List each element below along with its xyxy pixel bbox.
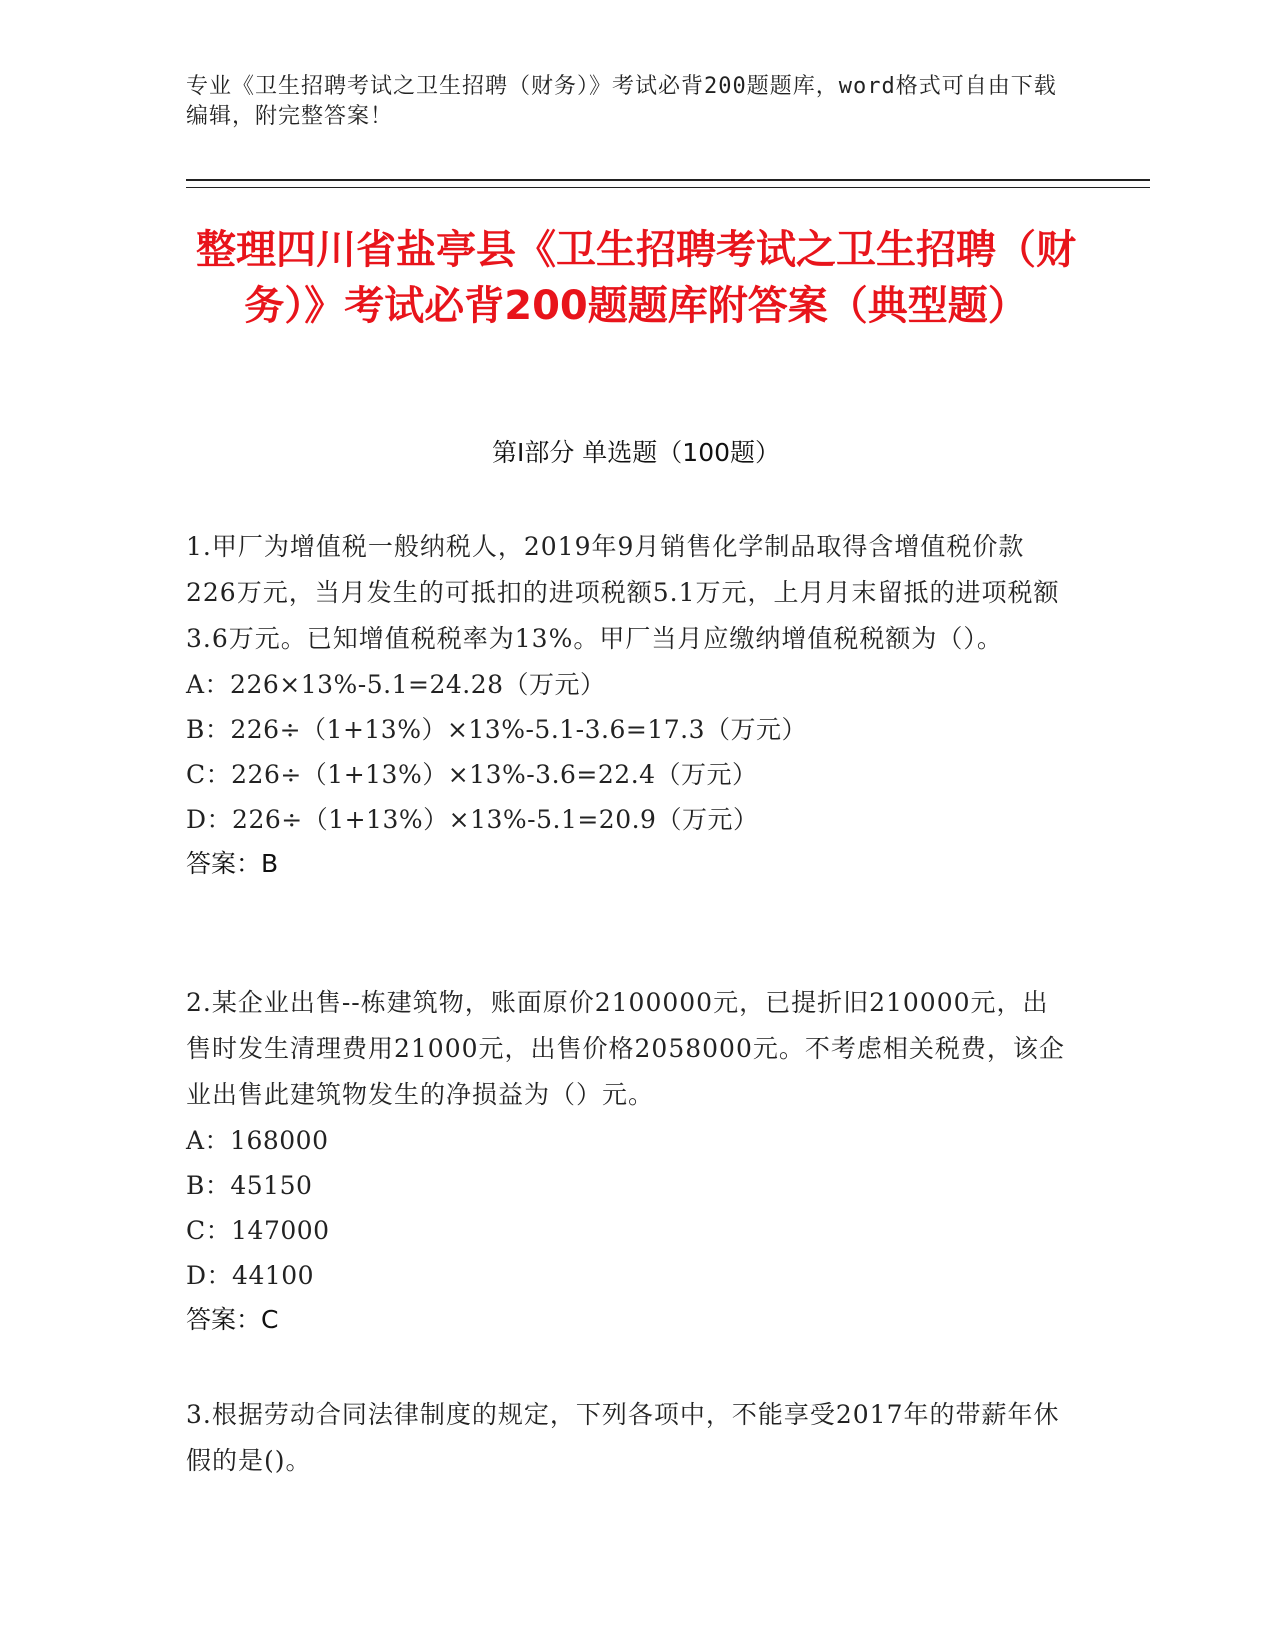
section-heading: 第Ⅰ部分 单选题（100题）	[491, 438, 781, 467]
answer: 答案：B	[186, 849, 279, 878]
option-c: C：147000	[186, 1216, 330, 1245]
question-1	[186, 524, 1066, 886]
option-c: C：226÷（1+13%）×13%-3.6=22.4（万元）	[186, 760, 758, 789]
option-d: D：44100	[186, 1261, 315, 1290]
document-title: 整理四川省盐亭县《卫生招聘考试之卫生招聘（财务）》考试必背200题题库附答案（典型题）	[196, 227, 1076, 329]
header-divider-thin	[186, 187, 1150, 188]
question-stem: 3.根据劳动合同法律制度的规定，下列各项中，不能享受2017年的带薪年休假的是()。	[186, 1400, 1060, 1475]
question-3	[186, 1392, 1066, 1484]
header-note: 专业《卫生招聘考试之卫生招聘（财务）》考试必背200题题库，word格式可自由下载编辑，附完整答案！	[186, 74, 1057, 129]
option-a: A：168000	[186, 1126, 329, 1155]
question-stem: 2.某企业出售--栋建筑物，账面原价2100000元，已提折旧210000元，出售时发生清理费用21000元，出售价格2058000元。不考虑相关税费，该企业出售此建筑物发生的净损益为（）元。	[186, 988, 1065, 1109]
option-b: B：226÷（1+13%）×13%-5.1-3.6=17.3（万元）	[186, 715, 807, 744]
option-d: D：226÷（1+13%）×13%-5.1=20.9（万元）	[186, 805, 759, 834]
option-a: A：226×13%-5.1=24.28（万元）	[186, 670, 606, 699]
header-divider	[186, 179, 1150, 181]
answer: 答案：C	[186, 1305, 279, 1334]
option-b: B：45150	[186, 1171, 313, 1200]
question-stem: 1.甲厂为增值税一般纳税人，2019年9月销售化学制品取得含增值税价款226万元，当月发生的可抵扣的进项税额5.1万元，上月月末留抵的进项税额3.6万元。已知增值税税率为13%。甲厂当月应缴纳增值税税额为（）。	[186, 532, 1060, 653]
question-2	[186, 980, 1066, 1342]
